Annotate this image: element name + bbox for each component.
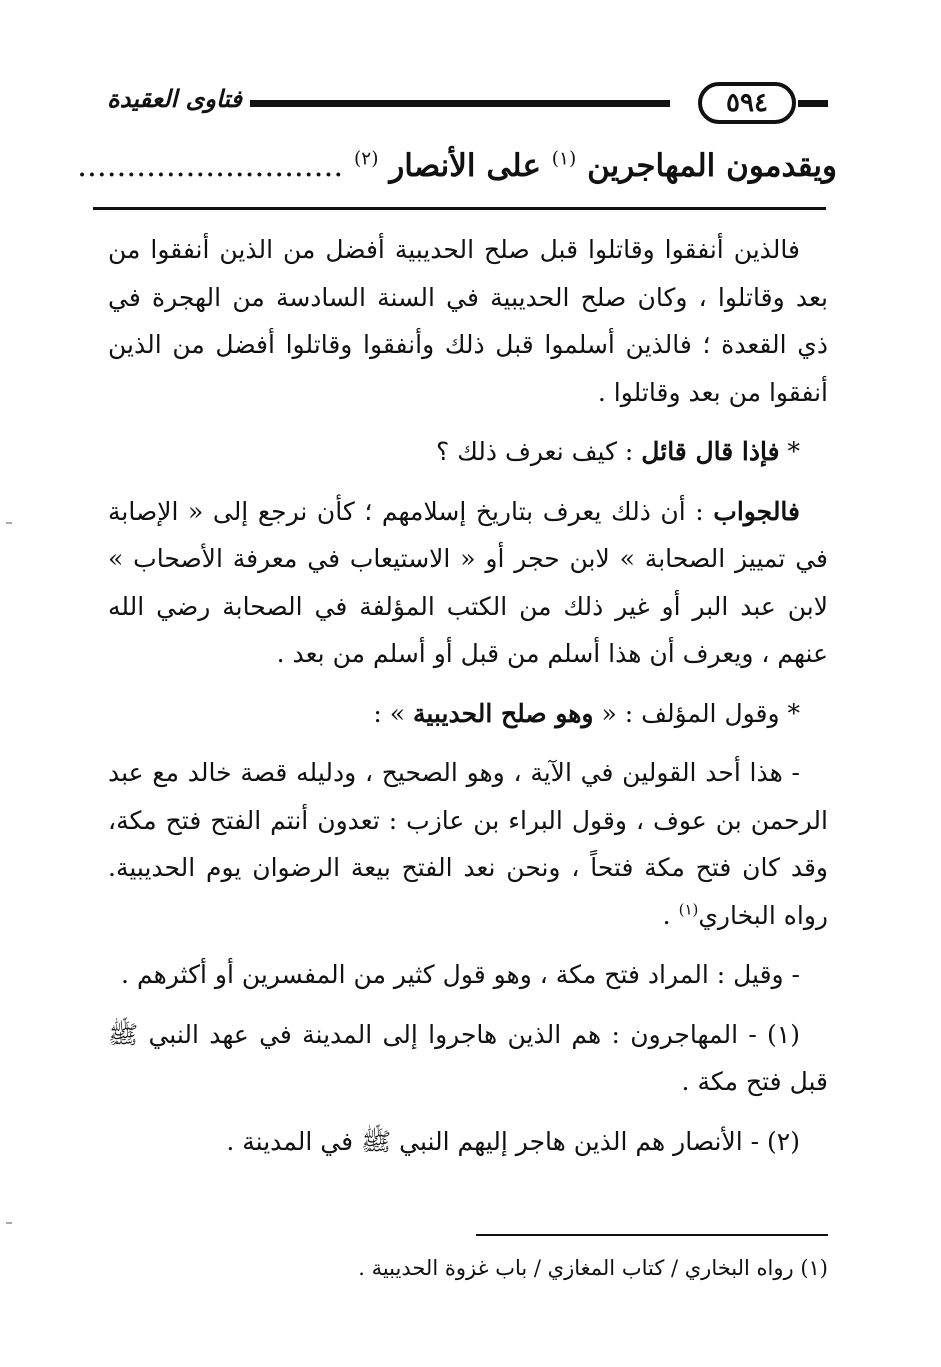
heading-footnote-ref-1: (١) [551,148,577,170]
question-label: فإذا قال قائل [641,437,780,466]
paragraph-5-footnote-ref: (١) [678,900,699,919]
author-intro: * وقول المؤلف : « [593,698,800,728]
paragraph-6: - وقيل : المراد فتح مكة ، وهو قول كثير من المفسرين أو أكثرهم . [121,960,800,989]
header-rule-right [798,100,828,107]
answer-paragraph [108,488,828,678]
heading-footnote-ref-2: (٢) [354,148,379,170]
paragraph-5-end: . [662,900,679,930]
heading-dots: ........................... [77,148,344,184]
book-title: فتاوى العقيدة [107,84,242,113]
question-paragraph [108,428,828,476]
heading-text-b: على الأنصار [389,148,541,184]
question-star: * [779,437,800,466]
paragraph-5 [108,749,828,939]
paragraph-5-text: - هذا أحد القولين في الآية ، وهو الصحيح ، ودليله قصة خالد مع عبد الرحمن بن عوف ، وقول البراء بن عازب : تعدون أنتم الفتح فتح مكة، وقد كان فتح مكة فتحاً ، ونحن نعد الفتح بيعة الرضوان يوم الحديبية. رواه البخاري [108,758,828,930]
margin-mark [6,1222,12,1224]
note-muhajirun: (١) - المهاجرون : هم الذين هاجروا إلى المدينة في عهد النبي ﷺ قبل فتح مكة . [108,1019,828,1096]
question-text: : كيف نعرف ذلك ؟ [435,437,642,466]
answer-text: : أن ذلك يعرف بتاريخ إسلامهم ؛ كأن نرجع إلى « الإصابة في تمييز الصحابة » لابن حجر أو « الاستيعاب في معرفة الأصحاب » لابن عبد البر أو غير ذلك من الكتب المؤلفة في الصحابة رضي الله عنهم ، ويعرف أن هذا أسلم من قبل أو أسلم من بعد . [108,496,828,668]
heading-text-a: ويقدمون المهاجرين [587,148,837,184]
page-number: ٥٩٤ [698,82,796,124]
author-quote-paragraph [108,690,828,738]
page-header [92,78,828,130]
paragraph-1: فالذين أنفقوا وقاتلوا قبل صلح الحديبية أفضل من الذين أنفقوا من بعد وقاتلوا ، وكان صلح الحديبية في السنة السادسة من الهجرة في ذي القعدة ؛ فالذين أسلموا قبل ذلك وأنفقوا وقاتلوا أفضل من الذين أنفقوا من بعد وقاتلوا . [108,235,828,407]
author-quote-end: » : [373,698,414,728]
note-ansar: (٢) - الأنصار هم الذين هاجر إليهم النبي ﷺ في المدينة . [226,1126,800,1156]
heading-divider [93,207,826,210]
author-quote: وهو صلح الحديبية [413,698,594,728]
body-text [108,226,828,1165]
margin-mark [6,522,12,524]
footnote-divider [476,1234,828,1236]
answer-label: فالجواب [713,496,800,526]
section-heading [77,140,837,192]
footnote: (١) رواه البخاري / كتاب المغازي / باب غزوة الحديبية . [358,1256,828,1280]
header-rule-left [250,100,670,107]
